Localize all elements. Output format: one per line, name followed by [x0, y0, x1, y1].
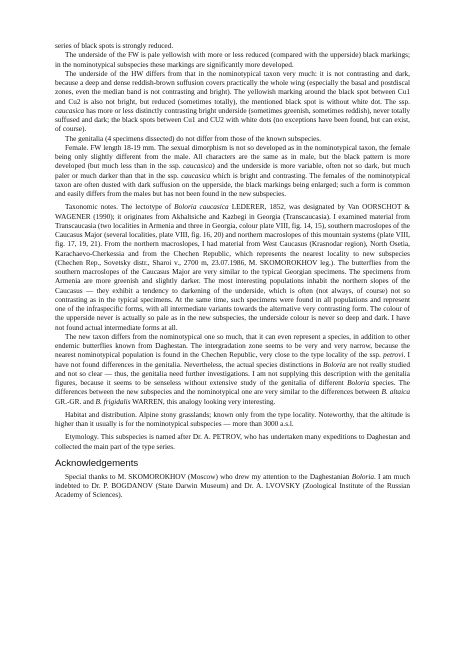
italic-taxon-name: caucasica: [183, 161, 213, 171]
paragraph-taxonomic-notes: Taxonomic notes. The lectotype of Boloria caucasica LEDERER, 1852, was designated by Van OORSCHOT & WAGENER (1990); it originates from Akhaltsiche and Kazbegi in Georgia (Transcaucasia). I examined material from Transcaucasia (two localities in Armenia and three in Georgia, colour plate VIII, fig. 14, 15), southern macroslopes of the Caucasus Major (several localities, plate VIII, fig. 16, 20) and northern macroslopes of this mountain systems (plate VIII, fig. 17, 19, 21). From the northern macroslopes, I had material from West Caucasus (Krasnodar region), North Osetia, Karachaevo-Cherkessia and from the Chechen Republic, which represents the nearest locality to new subspecies (Chechen Rep., Sovetsky distr., Sharoi v., 2700 m, 23.07.1986, M. SKOMOROKHOV leg.). The butterflies from the southern macroslopes of the Caucasus Major are very similar to the typical Georgian specimens. The specimens from Armenia are more greenish and slightly darker. The most interesting populations inhabit the northern slopes of the Caucasus — they exhibit a tendency to darkening of the underside, which is often (not always, of course) not so contrasting as in the typical specimens. At the same time, such specimens were found in all populations and represent one of the infraspecific forms, with all intermediate variants towards the alternative very contrasting form. The colour of the upperside never is actually so pale as in the new subspecies, the underside colour is never so deep and dark. I have not found actual intermediate forms at all.: [55, 202, 410, 332]
italic-taxon-name: caucasica: [55, 105, 85, 115]
italic-taxon-name: B. frigidalis: [95, 396, 131, 406]
italic-taxon-name: Boloria: [347, 378, 370, 387]
acknowledgements-text: Special thanks to M. SKOMOROKHOV (Moscow) who drew my attention to the Daghestanian Boloria. I am much indebted to Dr. P. BOGDANOV (State Darwin Museum) and Dr. A. LVOVSKY (Zoological Institute of the Russian Academy of Sciences).: [55, 471, 410, 500]
paragraph-new-taxon: The new taxon differs from the nominotypical one so much, that it can even represent a species, in addition to other endemic butterflies known from Daghestan. The intergradation zone seems to be very and very narrow, because the nearest nominotypical population is found in the Chechen Republic, very close to the type locality of the ssp. petrovi. I have not found differences in the genitalia. Nevertheless, the actual species distinctions in Boloria are not really studied and not so clear — thus, the genitalia need further investigations. I am not supplying this description with the genitalia figures, because it seems to be senseless without extensive study of the genitalia of different Boloria species. The differences between the new subspecies and the nominotypical one are very similar to the differences between B. altaica GR.-GR. and B. frigidalis WARREN, this analogy looking very interesting.: [55, 331, 411, 406]
acknowledgements-heading: Acknowledgements: [55, 457, 139, 469]
paragraph-female: Female. FW length 18-19 mm. The sexual dimorphism is not so developed as in the nominotypical taxon, the female being only slightly different from the male. All characters are the same as in male, but the black pattern is more developed (but much less than in the ssp. caucasica) and the underside is more variable, often not so dark, but much paler or much darker than that in the ssp. caucasica which is bright and contrasting. The females of the nominotypical taxon are often dusted with dark suffusion on the upperside, the black markings being enlarged; such a form is common and easily differs from the males but has not been found in the new subspecies.: [55, 142, 411, 198]
italic-taxon-name: Boloria: [323, 359, 346, 369]
paragraph-fw-underside: The underside of the FW is pale yellowish with more or less reduced (compared with the upperside) black markings; in the nominotypical subspecies these markings are significantly more developed.: [55, 50, 410, 69]
paragraph-genitalia: The genitalia (4 specimens dissected) do not differ from those of the known subspecies.: [65, 133, 322, 143]
italic-taxon-name: B. altaica: [381, 387, 410, 397]
paragraph-etymology: Etymology. This subspecies is named after Dr. A. PETROV, who has undertaken many expeditions to Daghestan and collected the main part of the type series.: [55, 432, 410, 451]
paragraph-habitat: Habitat and distribution. Alpine stony grasslands; known only from the type locality. Noteworthy, that the altitude is higher than it usually is for the nominotypical subspecies — more than 3000 a.s.l.: [55, 409, 410, 428]
italic-taxon-name: caucasica: [181, 170, 211, 180]
italic-taxon-name: Boloria caucasica: [174, 202, 229, 212]
paragraph-hw-underside: The underside of the HW differs from that in the nominotypical taxon very much: it is not contrasting and dark, because a deep and dense reddish-brown suffusion covers practically the whole wing (especially the basal and postdiscal zones, even the median band is not contrasting and bright). The yellowish marking around the black spot between Cu1 and Cu2 is also not bright, but reduced (sometimes totally), the mentioned black spot is without white dot. The ssp. caucasica has more or less distinctly contrasting bright underside (sometimes greenish, sometimes reddish), never totally suffused and dark; the black spots between Cu1 and CU2 with white dots (no exceptions have been found, but can exist, of course).: [55, 68, 410, 134]
italic-taxon-name: Boloria: [351, 471, 375, 481]
paragraph-spots-reduced: series of black spots is strongly reduced.: [55, 41, 174, 50]
italic-taxon-name: petrovi: [383, 350, 404, 360]
